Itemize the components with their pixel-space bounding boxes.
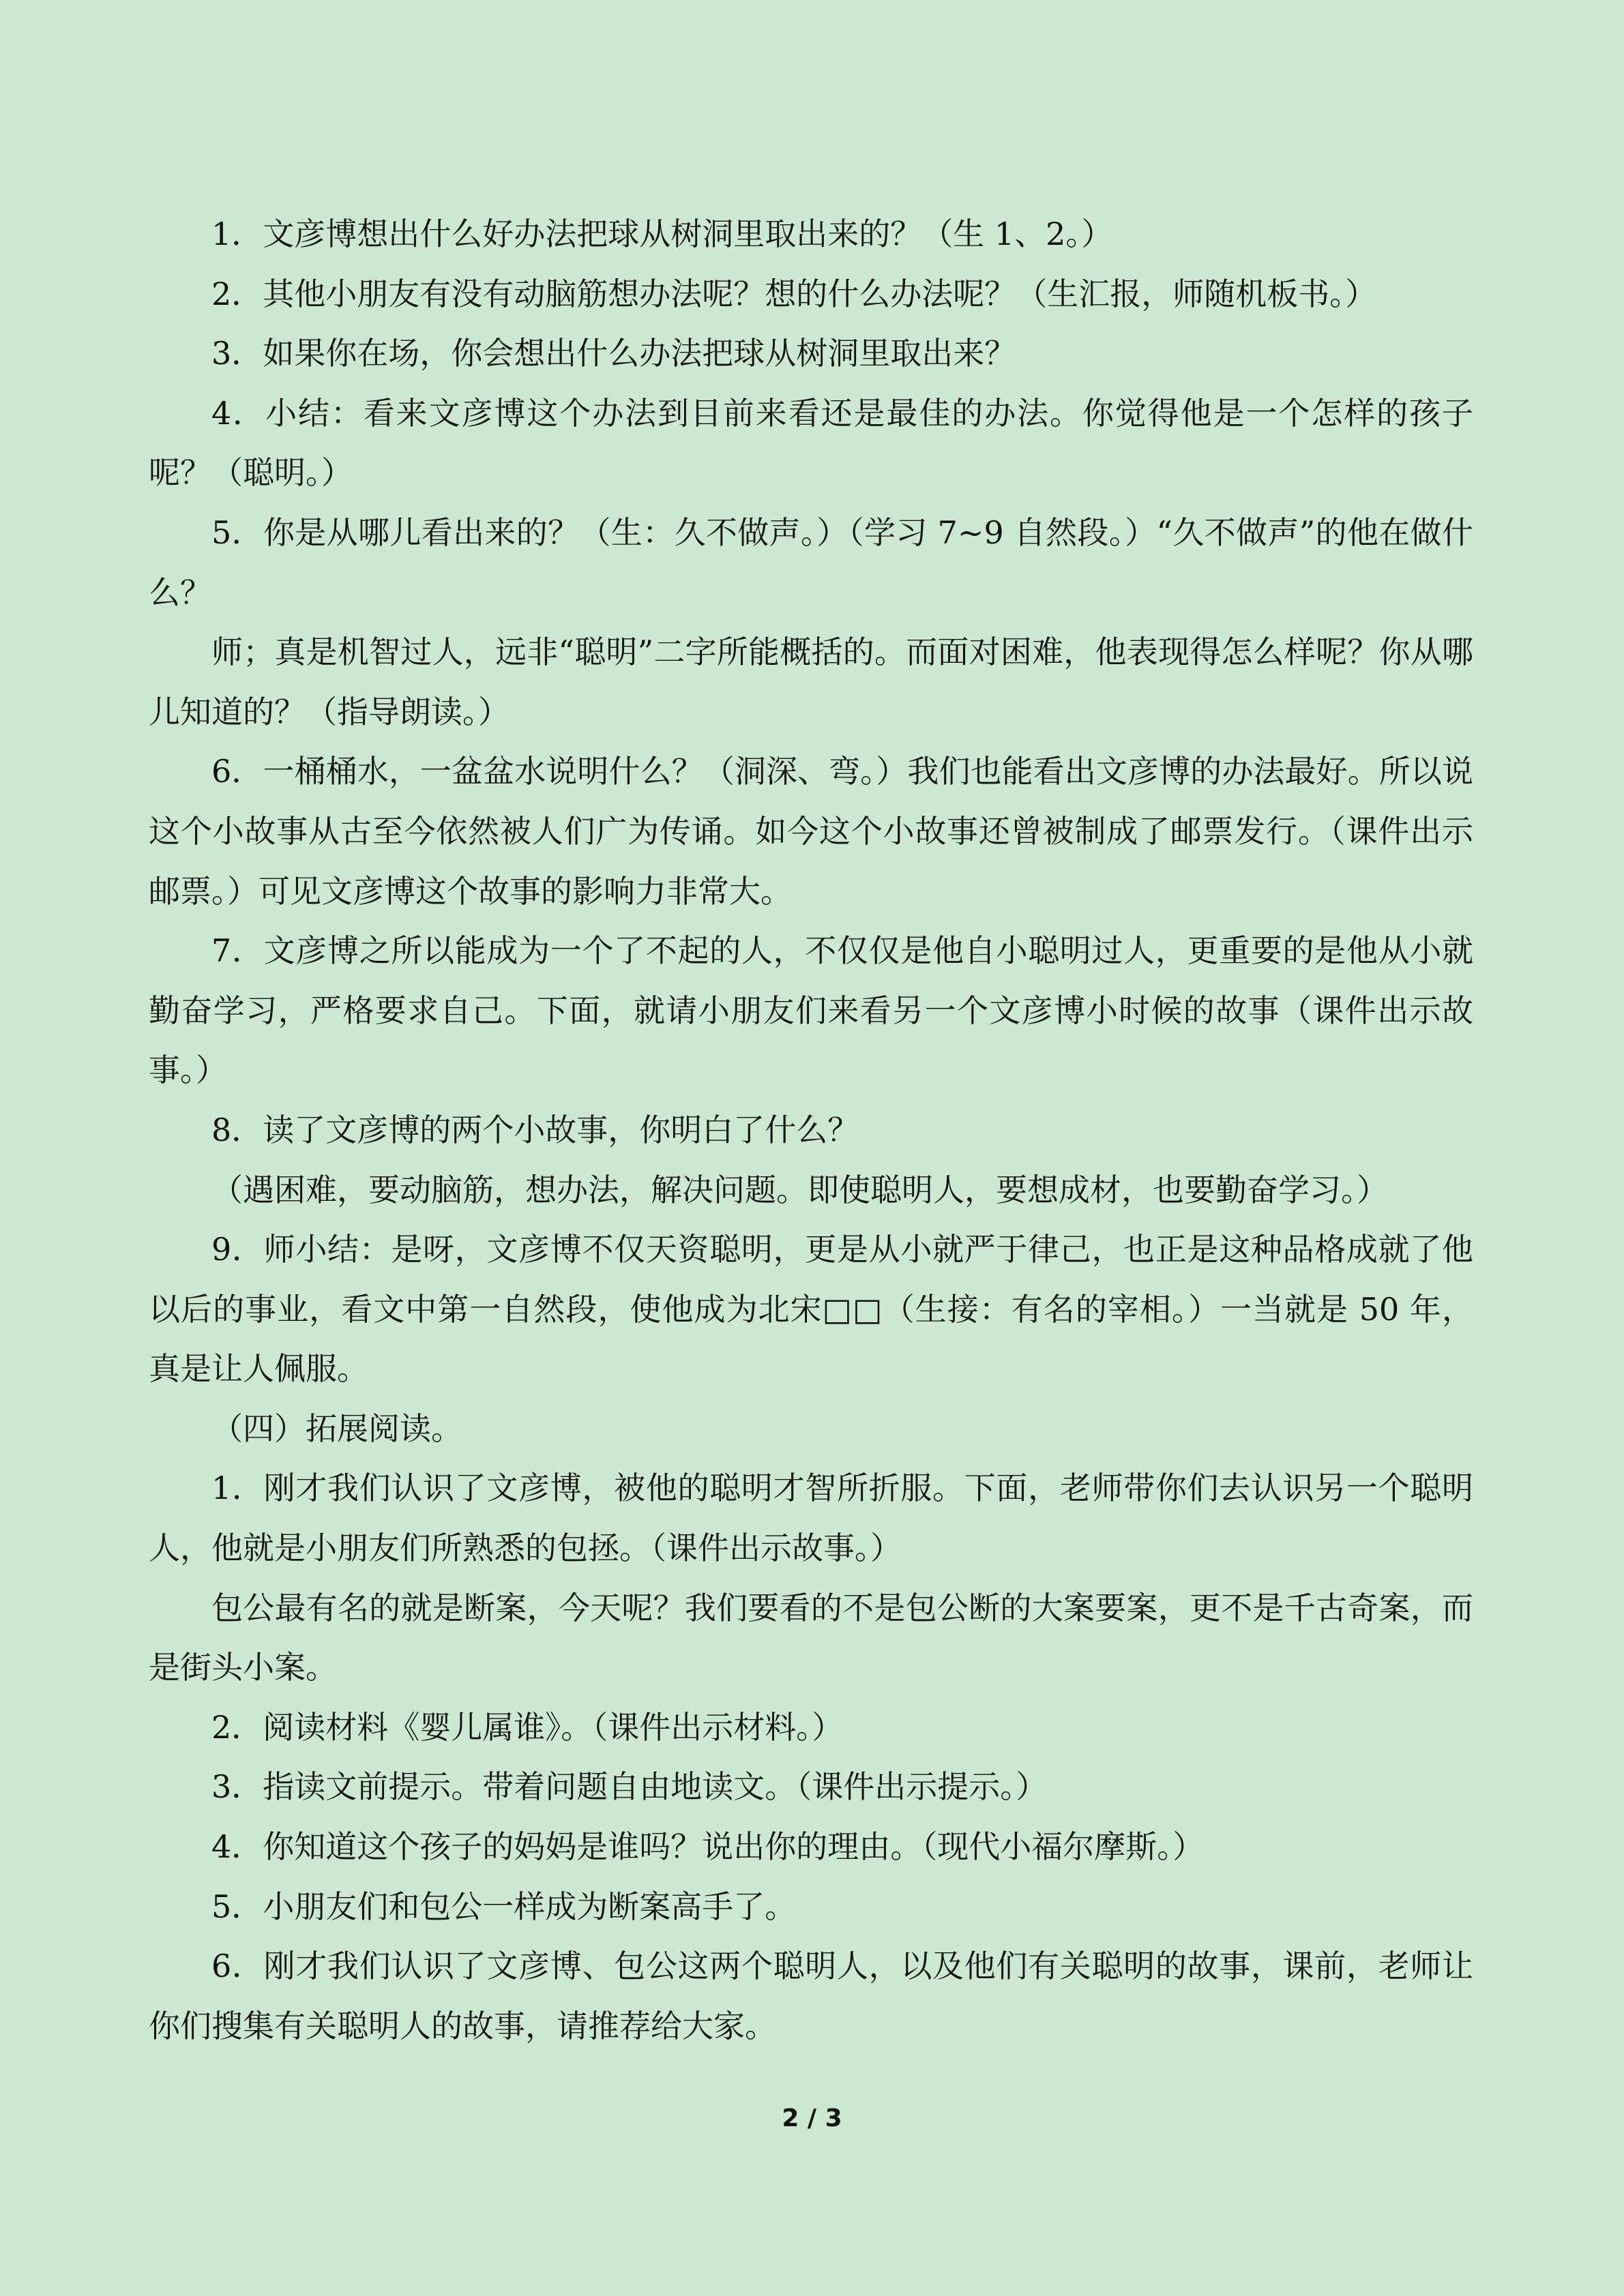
paragraph: 7．文彦博之所以能成为一个了不起的人，不仅仅是他自小聪明过人，更重要的是他从小就勤奋学习，严格要求自己。下面，就请小朋友们来看另一个文彦博小时候的故事（课件出示故事。）	[149, 932, 1473, 1089]
paragraph: 2．阅读材料《婴儿属谁》。（课件出示材料。）	[211, 1708, 844, 1746]
paragraph: 包公最有名的就是断案，今天呢？我们要看的不是包公断的大案要案，更不是千古奇案，而是街头小案。	[149, 1589, 1473, 1686]
paragraph: 9．师小结：是呀，文彦博不仅天资聪明，更是从小就严于律己，也正是这种品格成就了他以后的事业，看文中第一自然段，使他成为北宋□□（生接：有名的宰相。）一当就是 50 年，真是让人佩服。	[149, 1231, 1473, 1388]
paragraph: 6．刚才我们认识了文彦博、包公这两个聪明人，以及他们有关聪明的故事，课前，老师让你们搜集有关聪明人的故事，请推荐给大家。	[149, 1948, 1473, 2044]
paragraph: 5．你是从哪儿看出来的？（生：久不做声。）（学习 7~9 自然段。）“久不做声”的他在做什么？	[149, 513, 1473, 611]
document-body	[149, 205, 1473, 2056]
paragraph: 1．文彦博想出什么好办法把球从树洞里取出来的？（生 1、2。）	[211, 215, 1113, 252]
paragraph: 4．你知道这个孩子的妈妈是谁吗？说出你的理由。（现代小福尔摩斯。）	[211, 1828, 1205, 1866]
paragraph: （遇困难，要动脑筋，想办法，解决问题。即使聪明人，要想成材，也要勤奋学习。）	[211, 1171, 1388, 1208]
paragraph: 4．小结：看来文彦博这个办法到目前来看还是最佳的办法。你觉得他是一个怎样的孩子呢？（聪明。）	[149, 394, 1473, 492]
paragraph: 5．小朋友们和包公一样成为断案高手了。	[211, 1888, 797, 1925]
paragraph: 师；真是机智过人，远非“聪明”二字所能概括的。而面对困难，他表现得怎么样呢？你从哪儿知道的？（指导朗读。）	[149, 633, 1473, 730]
paragraph: 6．一桶桶水，一盆盆水说明什么？（洞深、弯。）我们也能看出文彦博的办法最好。所以说这个小故事从古至今依然被人们广为传诵。如今这个小故事还曾被制成了邮票发行。（课件出示邮票。）可见文彦博这个故事的影响力非常大。	[149, 753, 1473, 910]
page-number: 2 / 3	[782, 2104, 842, 2132]
paragraph: 3．如果你在场，你会想出什么办法把球从树洞里取出来？	[211, 335, 1016, 372]
paragraph: 8．读了文彦博的两个小故事，你明白了什么？	[211, 1111, 859, 1148]
section-heading: （四）拓展阅读。	[211, 1410, 462, 1447]
paragraph: 1．刚才我们认识了文彦博，被他的聪明才智所折服。下面，老师带你们去认识另一个聪明人，他就是小朋友们所熟悉的包拯。（课件出示故事。）	[149, 1470, 1473, 1567]
paragraph: 3．指读文前提示。带着问题自由地读文。（课件出示提示。）	[211, 1768, 1048, 1806]
paragraph: 2．其他小朋友有没有动脑筋想办法呢？想的什么办法呢？（生汇报，师随机板书。）	[211, 275, 1377, 312]
